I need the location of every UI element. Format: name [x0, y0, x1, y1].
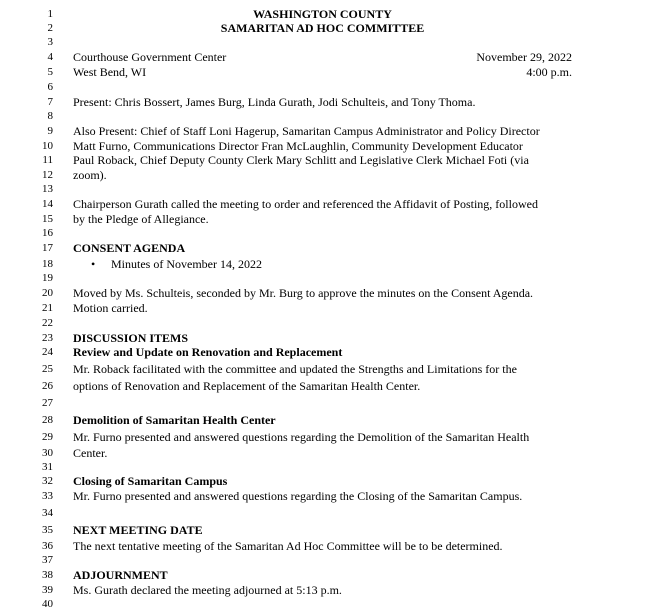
line-number: 9	[47, 125, 53, 137]
line-number: 22	[42, 317, 53, 329]
line-number: 37	[42, 554, 53, 566]
meeting-location: Courthouse Government Center	[73, 50, 227, 64]
call-to-order-line: by the Pledge of Allegiance.	[73, 212, 209, 226]
consent-motion-line: Motion carried.	[73, 301, 148, 315]
discussion-item-title: Demolition of Samaritan Health Center	[73, 413, 276, 427]
consent-agenda-heading: CONSENT AGENDA	[73, 241, 186, 255]
also-present-line: Matt Furno, Communications Director Fran McLaughlin, Community Development Educator	[73, 139, 523, 153]
meeting-city: West Bend, WI	[73, 65, 147, 79]
bullet-icon: •	[91, 257, 96, 271]
line-number: 16	[42, 227, 53, 239]
line-number: 21	[42, 302, 53, 314]
discussion-item-text: Mr. Roback facilitated with the committee and updated the Strengths and Limitations for the	[73, 362, 517, 376]
discussion-items-heading: DISCUSSION ITEMS	[73, 331, 189, 345]
line-number: 24	[42, 346, 53, 358]
line-number: 20	[42, 287, 53, 299]
line-number: 27	[42, 397, 53, 409]
line-number: 6	[47, 81, 53, 93]
line-number: 26	[42, 380, 53, 392]
county-title: WASHINGTON COUNTY	[253, 7, 392, 21]
line-number: 8	[47, 110, 53, 122]
discussion-item-text: Mr. Furno presented and answered questions regarding the Closing of the Samaritan Campus.	[73, 489, 523, 503]
line-number: 32	[42, 475, 53, 487]
consent-motion-line: Moved by Ms. Schulteis, seconded by Mr. Burg to approve the minutes on the Consent Agenda.	[73, 286, 534, 300]
line-number: 28	[42, 414, 53, 426]
line-number: 11	[42, 154, 53, 166]
line-number: 19	[42, 272, 53, 284]
line-number: 35	[42, 524, 53, 536]
adjournment-heading: ADJOURNMENT	[73, 568, 168, 582]
line-number: 40	[42, 598, 53, 610]
line-number: 12	[42, 169, 53, 181]
line-number: 34	[42, 507, 53, 519]
adjournment-text: Ms. Gurath declared the meeting adjourned at 5:13 p.m.	[73, 583, 342, 597]
line-number: 30	[42, 447, 53, 459]
discussion-item-title: Review and Update on Renovation and Replacement	[73, 345, 343, 359]
also-present-line: Paul Roback, Chief Deputy County Clerk Mary Schlitt and Legislative Clerk Michael Foti (via	[73, 153, 529, 167]
next-meeting-text: The next tentative meeting of the Samaritan Ad Hoc Committee will be to be determined.	[73, 539, 503, 553]
discussion-item-text: options of Renovation and Replacement of the Samaritan Health Center.	[73, 379, 421, 393]
line-number: 1	[47, 8, 53, 20]
line-number: 3	[47, 36, 53, 48]
line-number: 13	[42, 183, 53, 195]
line-number: 14	[42, 198, 53, 210]
line-number: 18	[42, 258, 53, 270]
header-committee-line	[0, 21, 645, 35]
also-present-line: zoom).	[73, 168, 107, 182]
consent-agenda-item: Minutes of November 14, 2022	[111, 257, 262, 271]
line-number: 10	[42, 140, 53, 152]
next-meeting-heading: NEXT MEETING DATE	[73, 523, 203, 537]
line-number: 15	[42, 213, 53, 225]
line-number: 36	[42, 540, 53, 552]
line-number: 33	[42, 490, 53, 502]
line-number: 38	[42, 569, 53, 581]
call-to-order-line: Chairperson Gurath called the meeting to order and referenced the Affidavit of Posting, followed	[73, 197, 538, 211]
line-number: 29	[42, 431, 53, 443]
line-number: 31	[42, 461, 53, 473]
line-number: 25	[42, 363, 53, 375]
header-county-line	[0, 7, 645, 21]
line-number: 39	[42, 584, 53, 596]
line-number: 7	[47, 96, 53, 108]
committee-title: SAMARITAN AD HOC COMMITTEE	[220, 21, 425, 35]
line-number: 23	[42, 332, 53, 344]
meeting-time: 4:00 p.m.	[526, 65, 572, 79]
discussion-item-text: Center.	[73, 446, 108, 460]
also-present-line: Also Present: Chief of Staff Loni Hagerup, Samaritan Campus Administrator and Policy Director	[73, 124, 540, 138]
line-number: 5	[47, 66, 53, 78]
line-number: 17	[42, 242, 53, 254]
meeting-date: November 29, 2022	[476, 50, 572, 64]
line-number: 2	[47, 22, 53, 34]
present-members: Present: Chris Bossert, James Burg, Linda Gurath, Jodi Schulteis, and Tony Thoma.	[73, 95, 476, 109]
discussion-item-title: Closing of Samaritan Campus	[73, 474, 228, 488]
line-number: 4	[47, 51, 53, 63]
discussion-item-text: Mr. Furno presented and answered questions regarding the Demolition of the Samaritan Health	[73, 430, 530, 444]
